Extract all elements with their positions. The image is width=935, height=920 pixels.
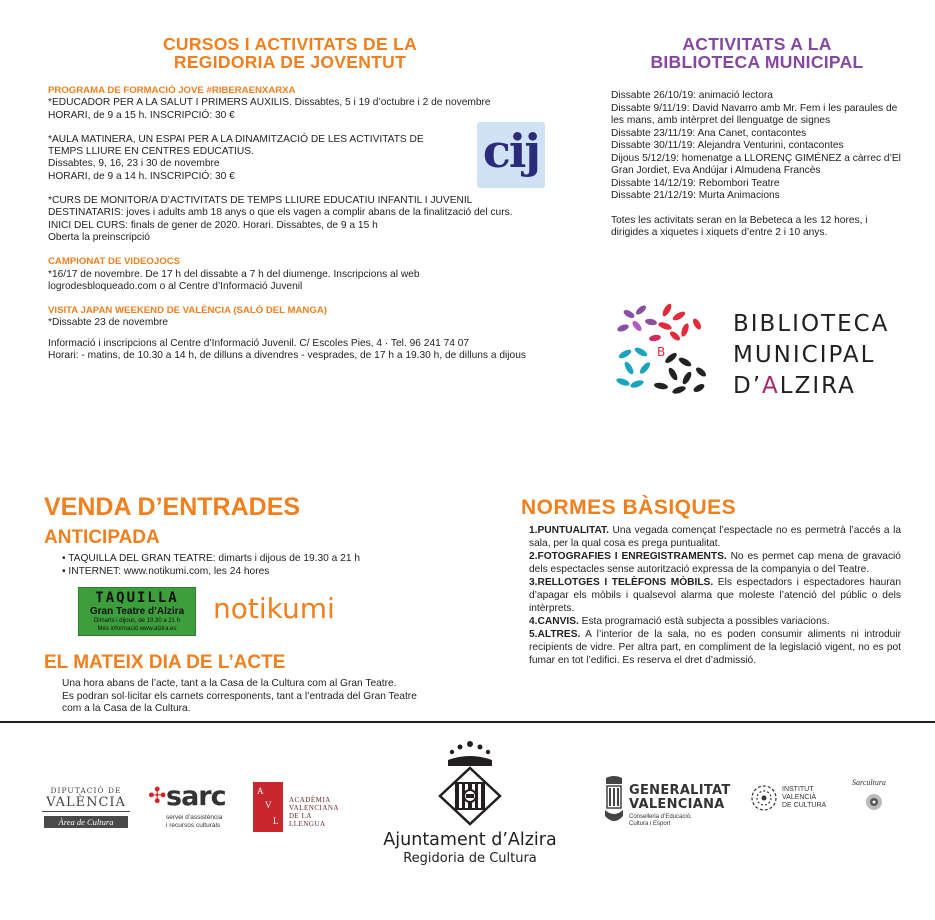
biblioteca-logo-text: BIBLIOTECA MUNICIPAL D’ALZIRA: [733, 311, 890, 399]
alzira-shield-icon: [430, 738, 510, 828]
programa-item: Oberta la preinscripció: [48, 231, 150, 243]
generalitat-logo: GENERALITAT VALENCIANA Conselleria d’Educació, Cultura i Esport: [603, 774, 743, 830]
biblioteca-logo-letter: B: [657, 345, 666, 359]
activity-item: Dissabte 30/11/19: Alejandra Venturini, contacontes: [611, 140, 844, 151]
biblioteca-body: [611, 90, 903, 240]
biblioteca-note: Totes les activitats seran en la Bebeteca a les 12 hores, i dirigides a xiquetes i xiquets d’entre 2 i 10 anys.: [611, 214, 868, 238]
venda-title: VENDA D’ENTRADES: [44, 493, 301, 521]
cursos-title: CURSOS I ACTIVITATS DE LA REGIDORIA DE JOVENTUT: [162, 34, 418, 72]
norma-item: 3.RELLOTGES I TELÈFONS MÒBILS. Els espectadors i espectadores hauran d’apagar els mòbils i qualsevol alarma que moleste l’atenció del públic o dels intèrprets.: [529, 577, 902, 615]
japan-heading: VISITA JAPAN WEEKEND DE VALÈNCIA (SALÓ DEL MANGA): [48, 305, 327, 317]
activity-item: Dissabte 21/12/19: Murta Animacions: [611, 190, 780, 201]
norma-item: 1.PUNTUALITAT. Una vegada començat l’espectacle no es permetrà l’accés a la sala, per la qual cosa es prega puntualitat.: [529, 525, 901, 550]
biblioteca-logo: [615, 302, 890, 402]
ivc-circle-icon: [750, 784, 778, 812]
avl-logo: A V L ACADÈMIA VALENCIANA DE LA LLENGUA: [253, 782, 353, 834]
taquilla-badge: TAQUILLA Gran Teatre d’Alzira Dimarts i dijous, de 19.30 a 21 h Més informació www.alzira.es: [78, 587, 196, 636]
venda-item: • INTERNET: www.notikumi.com, les 24 hores: [62, 566, 270, 577]
programa-item: INICI DEL CURS: finals de gener de 2020. Horari. Dissabtes, de 9 a 15 h: [48, 219, 378, 231]
notikumi-logo: notikumi: [213, 592, 335, 625]
programa-item: *CURS DE MONITOR/A D’ACTIVITATS DE TEMPS LLIURE EDUCATIU INFANTIL I JUVENIL: [48, 195, 473, 207]
programa-item: HORARI, de 9 a 14 h. INSCRIPCIÓ: 30 €: [48, 170, 235, 182]
programa-heading: PROGRAMA DE FORMACIÓ JOVE #RIBERAENXARXA: [48, 85, 296, 96]
normes-body: [529, 524, 901, 668]
videojocs-line: *16/17 de novembre. De 17 h del dissabte a 7 h del diumenge. Inscripcions al web: [48, 268, 420, 280]
activity-item: Dissabte 26/10/19: animació lectora: [611, 90, 773, 101]
sarcultura-logo: Sarcultura: [850, 778, 900, 818]
mateix-dia-body: Una hora abans de l’acte, tant a la Casa de la Cultura com al Gran Teatre. Es podran sol·licitar els carnets corresponents, tant a l’entrada del Gran Teatre com a la Casa de la Cultura.: [62, 678, 417, 715]
japan-line: *Dissabte 23 de novembre: [48, 317, 169, 329]
videojocs-heading: CAMPIONAT DE VIDEOJOCS: [48, 256, 181, 268]
programa-item: *AULA MATINERA, UN ESPAI PER A LA DINAMITZACIÓ DE LES ACTIVITATS DE: [48, 133, 424, 145]
videojocs-line: logrodesbloqueado.com o al Centre d’Informació Juvenil: [48, 280, 303, 292]
norma-item: 4.CANVIS. Esta programació està subjecta a possibles variacions.: [529, 616, 830, 628]
activity-item: Dijous 5/12/19: homenatge a LLORENÇ GIMÉNEZ a càrrec d’El Gran Jordiet, Eva Andújar i Almudena Francès: [611, 152, 901, 176]
activity-item: Dissabte 23/11/19: Ana Canet, contacontes: [611, 127, 807, 139]
norma-item: 2.FOTOGRAFIES I ENREGISTRAMENTS. No es permet cap mena de gravació dels espectacles sense autorització expressa de la companyia o del Teatre.: [529, 551, 901, 576]
sarc-logo: ✣ sarc servei d’assistència i recursos culturals: [148, 781, 226, 829]
info-line: Informació i inscripcions al Centre d’Informació Juvenil. C/ Escoles Pies, 4 · Tel. 96 241 74 07: [48, 337, 470, 349]
venda-item: • TAQUILLA DEL GRAN TEATRE: dimarts i dijous de 19.30 a 21 h: [62, 553, 361, 564]
programa-item: HORARI, de 9 a 15 h. INSCRIPCIÓ: 30 €: [48, 109, 235, 121]
ajuntament-logo: Ajuntament d’Alzira Regidoria de Cultura: [370, 738, 570, 878]
norma-item: 5.ALTRES. A l’interior de la sala, no es poden consumir aliments ni introduir recipients de vidre. Per altra part, en compliment de la legislació vigent, no es pot fumar en tot l’edifici. Es reserva el dret d’admissió.: [529, 629, 901, 667]
activity-item: Dissabte 14/12/19: Rebombori Teatre: [611, 177, 780, 189]
cd-icon: [864, 792, 884, 812]
footer-divider: [0, 721, 935, 723]
anticipada-heading: ANTICIPADA: [44, 527, 160, 548]
programa-item: Dissabtes, 9, 16, 23 i 30 de novembre: [48, 158, 220, 170]
cij-logo: cij: [477, 122, 545, 188]
venda-list: [62, 552, 360, 578]
programa-item: *EDUCADOR PER A LA SALUT I PRIMERS AUXILIS. Dissabtes, 5 i 19 d’octubre i 2 de novembre: [48, 97, 491, 109]
generalitat-crest-icon: [603, 774, 625, 830]
diputacio-logo: DIPUTACIÓ DE VALÈNCIA Àrea de Cultura: [40, 786, 132, 830]
sarc-cross-icon: ✣: [148, 784, 167, 809]
programa-item: DESTINATARIS: joves i adults amb 18 anys o que els vagen a complir abans de la finalització del curs.: [48, 207, 513, 219]
ivc-logo: INSTITUT VALENCIÀ DE CULTURA: [750, 782, 840, 818]
biblioteca-leaves-icon: [615, 302, 725, 402]
activity-item: Dissabte 9/11/19: David Navarro amb Mr. Fem i les paraules de les mans, amb intèrpret del llenguatge de signes: [611, 102, 898, 126]
mateix-dia-heading: EL MATEIX DIA DE L’ACTE: [44, 652, 286, 673]
avl-box-icon: A V L: [253, 782, 283, 832]
info-line: Horari: - matins, de 10.30 a 14 h, de dilluns a divendres - vesprades, de 17 h a 19.30 h, de dilluns a dijous: [48, 350, 526, 362]
normes-title: NORMES BÀSIQUES: [521, 496, 737, 519]
programa-item: TEMPS LLIURE EN CENTRES EDUCATIUS.: [48, 146, 254, 158]
biblioteca-title: ACTIVITATS A LA BIBLIOTECA MUNICIPAL: [650, 34, 864, 72]
